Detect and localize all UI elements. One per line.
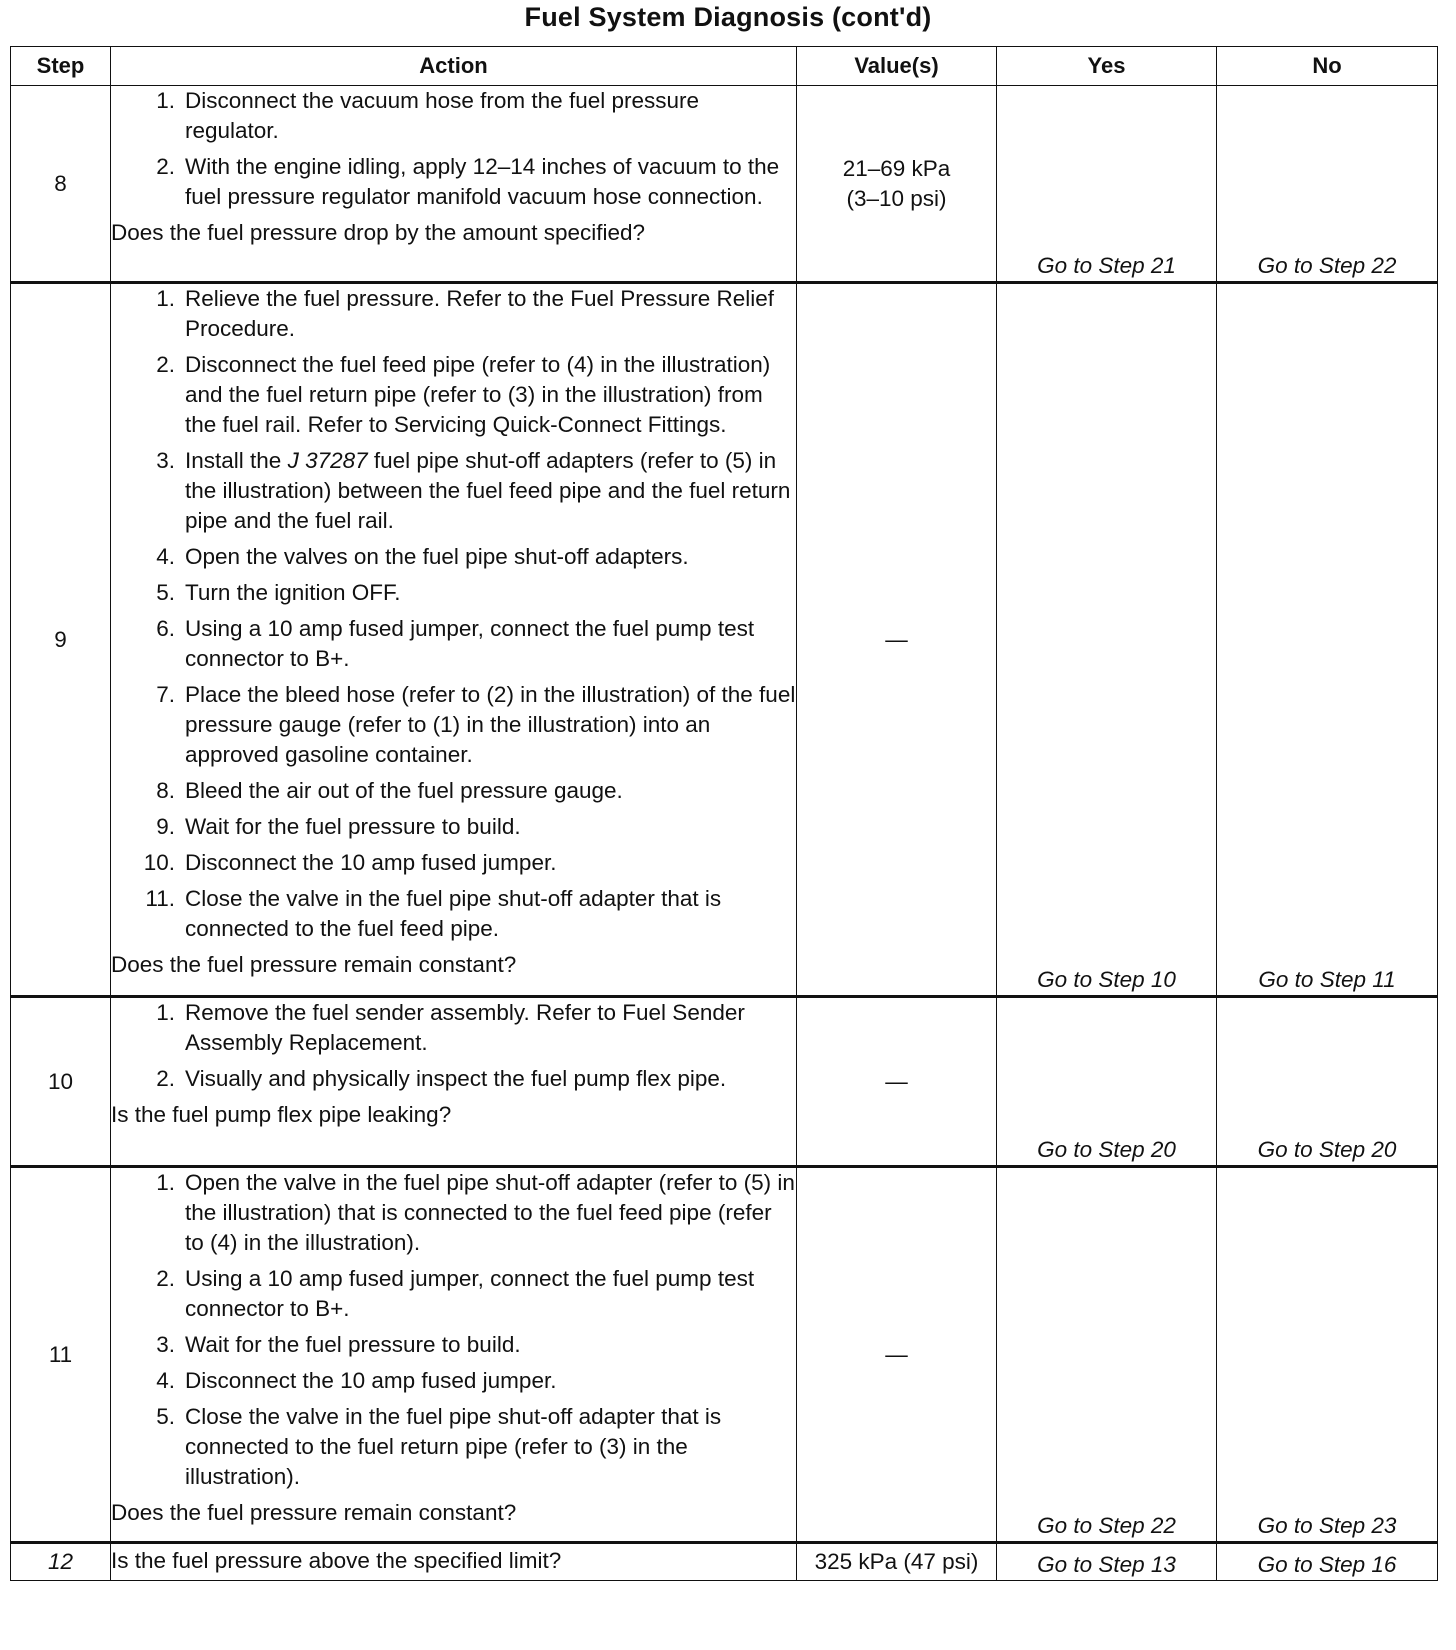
- table-row-step-10: [11, 997, 1438, 1167]
- action-cell: [111, 1543, 797, 1581]
- action-item: 2. Using a 10 amp fused jumper, connect the fuel pump test connector to B+.: [156, 1266, 755, 1321]
- dash-mark: —: [885, 626, 908, 652]
- action-cell: [111, 997, 797, 1167]
- value-cell: [797, 997, 997, 1167]
- action-item: 2. Visually and physically inspect the fuel pump flex pipe.: [156, 1066, 727, 1091]
- action-item: 3. Install the J 37287 fuel pipe shut-off adapters (refer to (5) in the illustration) between the fuel feed pipe and the fuel return pipe and the fuel rail.: [156, 448, 791, 533]
- action-item: 1. Relieve the fuel pressure. Refer to the Fuel Pressure Relief Procedure.: [156, 286, 775, 341]
- action-cell: [111, 1167, 797, 1543]
- action-item: 2. With the engine idling, apply 12–14 inches of vacuum to the fuel pressure regulator manifold vacuum hose connection.: [156, 154, 780, 209]
- action-item: 3. Wait for the fuel pressure to build.: [156, 1332, 521, 1357]
- table-header-row: [11, 47, 1438, 86]
- action-item: 5. Turn the ignition OFF.: [156, 580, 401, 605]
- yes-cell: Go to Step 22: [997, 1167, 1217, 1543]
- header-yes: Yes: [997, 47, 1217, 86]
- table-row-step-11: [11, 1167, 1438, 1543]
- table-row-step-8: [11, 86, 1438, 283]
- header-no: No: [1217, 47, 1438, 86]
- step-number: 8: [11, 86, 111, 283]
- action-item: 1. Open the valve in the fuel pipe shut-off adapter (refer to (5) in the illustration) that is connected to the fuel feed pipe (refer to (4) in the illustration).: [156, 1170, 795, 1255]
- value-cell: 21–69 kPa (3–10 psi): [797, 86, 997, 283]
- no-cell: Go to Step 23: [1217, 1167, 1438, 1543]
- action-question: Does the fuel pressure remain constant?: [111, 1500, 517, 1525]
- action-item: 5. Close the valve in the fuel pipe shut-off adapter that is connected to the fuel return pipe (refer to (3) in the illustration).: [156, 1404, 722, 1489]
- action-item: 9. Wait for the fuel pressure to build.: [156, 814, 521, 839]
- no-cell: Go to Step 11: [1217, 283, 1438, 997]
- header-action: Action: [111, 47, 797, 86]
- action-item: 11. Close the valve in the fuel pipe shut-off adapter that is connected to the fuel feed pipe.: [145, 886, 722, 941]
- yes-cell: Go to Step 20: [997, 997, 1217, 1167]
- step-number: 10: [11, 997, 111, 1167]
- no-cell: Go to Step 22: [1217, 86, 1438, 283]
- action-item: 7. Place the bleed hose (refer to (2) in the illustration) of the fuel pressure gauge (refer to (1) in the illustration) into an approved gasoline container.: [156, 682, 796, 767]
- value-cell: [797, 283, 997, 997]
- action-item: 4. Open the valves on the fuel pipe shut-off adapters.: [156, 544, 689, 569]
- table-row-step-12: [11, 1543, 1438, 1581]
- yes-cell: Go to Step 13: [997, 1543, 1217, 1581]
- action-item: 1. Disconnect the vacuum hose from the fuel pressure regulator.: [156, 88, 700, 143]
- header-values: Value(s): [797, 47, 997, 86]
- action-item: 4. Disconnect the 10 amp fused jumper.: [156, 1368, 557, 1393]
- action-item: 2. Disconnect the fuel feed pipe (refer to (4) in the illustration) and the fuel return pipe (refer to (3) in the illustration) from the fuel rail. Refer to Servicing Quick-Connect Fittings.: [156, 352, 771, 437]
- action-question: Is the fuel pump flex pipe leaking?: [111, 1102, 452, 1127]
- step-number: 11: [11, 1167, 111, 1543]
- yes-cell: Go to Step 10: [997, 283, 1217, 997]
- diagnosis-table: [10, 46, 1438, 1581]
- action-item: 1. Remove the fuel sender assembly. Refer to Fuel Sender Assembly Replacement.: [156, 1000, 745, 1055]
- header-step: Step: [11, 47, 111, 86]
- action-item: 10. Disconnect the 10 amp fused jumper.: [143, 850, 557, 875]
- action-item: 8. Bleed the air out of the fuel pressure gauge.: [156, 778, 623, 803]
- dash-mark: —: [885, 1341, 908, 1367]
- action-question: Does the fuel pressure remain constant?: [111, 952, 517, 977]
- action-question: Is the fuel pressure above the specified limit?: [111, 1548, 562, 1573]
- no-cell: Go to Step 16: [1217, 1543, 1438, 1581]
- value-cell: [797, 1167, 997, 1543]
- value-cell: 325 kPa (47 psi): [797, 1543, 997, 1581]
- page-title: Fuel System Diagnosis (cont'd): [524, 2, 932, 32]
- action-cell: [111, 283, 797, 997]
- action-question: Does the fuel pressure drop by the amount specified?: [111, 220, 646, 245]
- action-item: 6. Using a 10 amp fused jumper, connect the fuel pump test connector to B+.: [156, 616, 755, 671]
- no-cell: Go to Step 20: [1217, 997, 1438, 1167]
- table-row-step-9: [11, 283, 1438, 997]
- tool-reference: J 37287: [287, 448, 368, 473]
- dash-mark: —: [885, 1068, 908, 1094]
- action-cell: [111, 86, 797, 283]
- step-number: 12: [11, 1543, 111, 1581]
- yes-cell: Go to Step 21: [997, 86, 1217, 283]
- step-number: 9: [11, 283, 111, 997]
